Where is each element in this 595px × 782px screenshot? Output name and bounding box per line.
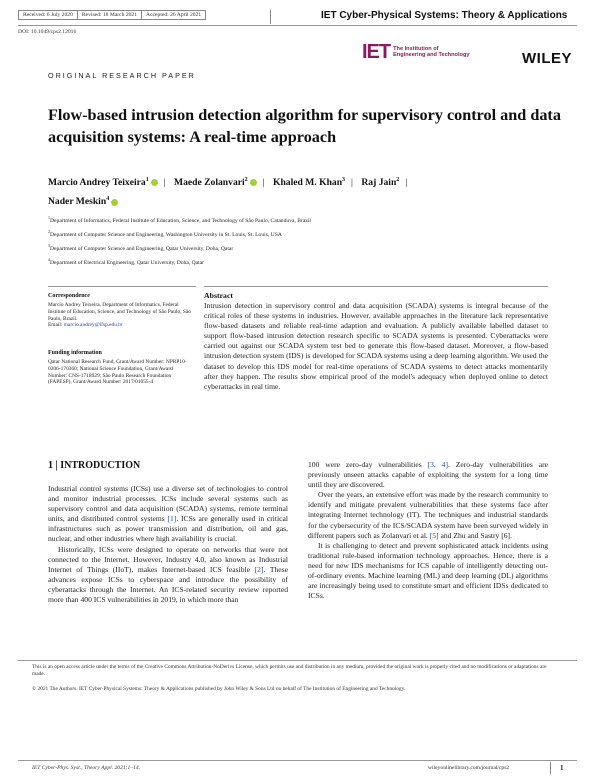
accepted-date: Accepted: 26 April 2021 bbox=[141, 10, 206, 20]
author[interactable]: Raj Jain$^2$ bbox=[361, 177, 400, 189]
affiliation: $^4$Department of Electrical Engineering, Qatar University, Doha, Qatar bbox=[48, 257, 205, 266]
body-column-left bbox=[48, 484, 288, 605]
paragraph: Historically, ICSs were designed to operate on networks that were not connected to the Internet. However, Industry 4.0, also known as Industrial Internet of Things (IIoT), makes Internet-based ICS feasible [2]. These advances expose ICSs to cyberspace and introduce the possibility of cyberattacks through the Internet. An ICS-related security review reported more than 400 ICS vulnerabilities in 2019, in which more than bbox=[48, 544, 288, 605]
copyright-note: © 2021 The Authors. IET Cyber-Physical Systems: Theory & Applications published by John Wiley & Sons Ltd on behalf of The Institution of Engineering and Technology. bbox=[32, 686, 406, 692]
orcid-icon[interactable] bbox=[250, 179, 257, 186]
iet-logo: IET The Institution of Engineering and Technology bbox=[362, 41, 470, 63]
abstract-text: Intrusion detection in supervisory control and data acquisition (SCADA) systems is integral because of the critical roles of these systems in industries. However, available approaches in the literature lack representative flow-based datasets and reliable real-time adaption and evaluation. A publicly available labelled dataset to support flow-based intrusion detection research specific to SCADA systems is presented. Cyberattacks were carried out against our SCADA system test bed to generate this flow-based dataset. Moreover, a flow-based intrusion detection system (IDS) is developed for SCADA systems using a deep learning algorithm. We used the dataset to develop this IDS model for real-time operations of SCADA systems to detect attacks momentarily after they happen. The results show empirical proof of the model's adequacy when deployed online to detect cyberattacks in real time. bbox=[204, 301, 548, 391]
article-type: ORIGINAL RESEARCH PAPER bbox=[48, 71, 196, 80]
paper-title: Flow-based intrusion detection algorithm for supervisory control and data acquisition systems: A real-time approach bbox=[48, 106, 561, 146]
received-date: Received: 6 July 2020 bbox=[18, 10, 77, 20]
funding-heading: Funding information bbox=[48, 350, 102, 356]
citation-link[interactable]: [3, 4] bbox=[427, 460, 448, 469]
revised-date: Revised: 18 March 2021 bbox=[77, 10, 141, 20]
author[interactable]: Maede Zolanvari$^2$ bbox=[174, 177, 248, 189]
footer-citation: IET Cyber-Phys. Syst., Theory Appl. 2021;1–14. bbox=[32, 765, 141, 771]
section-heading: 1 | INTRODUCTION bbox=[48, 460, 141, 471]
citation-link[interactable]: [2] bbox=[254, 564, 264, 574]
page-number: 1 bbox=[560, 764, 564, 772]
author[interactable]: Khaled M. Khan$^3$ bbox=[273, 177, 346, 189]
doi: DOI: 10.1049/cps2.12016 bbox=[18, 29, 77, 35]
affiliation: $^2$Department of Computer Science and Engineering, Washington University in St. Louis, St. Louis, USA bbox=[48, 229, 282, 238]
author-list: Marcio Andrey Teixeira$^1$ | Maede Zolanvari$^2$ | Khaled M. Khan$^3$ | Raj Jain$^2$ | Nader Meskin$^4$ bbox=[48, 177, 408, 208]
abstract-heading: Abstract bbox=[204, 291, 234, 300]
orcid-icon[interactable] bbox=[151, 179, 158, 186]
iet-logo-letters: IET bbox=[362, 41, 391, 63]
author[interactable]: Marcio Andrey Teixeira$^1$ bbox=[48, 177, 149, 189]
date-history bbox=[18, 10, 206, 20]
body-column-right bbox=[308, 460, 548, 601]
journal-title: IET Cyber-Physical Systems: Theory & Applications bbox=[321, 10, 568, 21]
correspondence-heading: Correspondence bbox=[48, 293, 90, 299]
paragraph: 100 were zero-day vulnerabilities [3, 4]. Zero-day vulnerabilities are previously unseen attacks capable of exploiting the system for a long time until they are discovered. bbox=[308, 460, 548, 490]
orcid-icon[interactable] bbox=[111, 199, 118, 206]
correspondence-email-link[interactable]: marcio.andrey@ifsp.edu.br bbox=[63, 322, 123, 329]
affiliation: $^1$Department of Informatics, Federal Institute of Education, Science, and Technology of São Paulo, Catanduva, Brazil bbox=[48, 215, 311, 224]
footer-url[interactable]: wileyonlinelibrary.com/journal/cps2 bbox=[428, 765, 510, 771]
citation-link[interactable]: [1] bbox=[167, 514, 177, 524]
license-note: This is an open access article under the terms of the Creative Commons Attribution-NoDerivs License, which permits use and distribution in any medium, provided the original work is properly cited and no modifications or adaptations are made. bbox=[32, 664, 547, 678]
citation-link[interactable]: [5] bbox=[429, 530, 439, 540]
author[interactable]: Nader Meskin$^4$ bbox=[48, 196, 110, 208]
paragraph: Industrial control systems (ICSs) use a diverse set of technologies to control and monitor industrial processes. ICSs include several systems such as supervisory control and data acquisition (SCADA) systems, remote terminal units, and distributed control systems [1]. ICSs are generally used in critical infrastructures such as power transmission and distribution, oil and gas, nuclear, and other industries where high availability is crucial. bbox=[48, 484, 288, 544]
wiley-logo: WILEY bbox=[522, 50, 572, 67]
funding-text: Qatar National Research Fund, Grant/Award Number: NPRP10-0206-170360; National Science Foundation, Grant/Award Number: CNS-1718929; São Paulo Research Foundation (FAPESP), Grant/Award Number: 2017/01055-4 bbox=[48, 359, 187, 386]
correspondence-text: Marcio Andrey Teixeira, Department of Informatics, Federal Institute of Education, Science, and Technology of São Paulo, São Paulo, Brazil. Email: marcio.andrey@ifsp.edu.br bbox=[48, 302, 191, 329]
paragraph: Over the years, an extensive effort was made by the research community to identify and mitigate prevalent vulnerabilities that these systems face after integrating Internet technology (IT). The techniques and industrial standards for the cybersecurity of the ICS/SCADA system have been surveyed widely in different papers such as Zolanvari et al. [5] and Zhu and Sastry [6]. bbox=[308, 490, 548, 540]
paragraph: It is challenging to detect and prevent sophisticated attack incidents using traditional rule-based information technology approaches. Hence, there is a need for new IDS mechanisms for ICS capable of intelligently detecting out-of-ordinary events. Machine learning (ML) and deep learning (DL) algorithms are increasingly being used to constitute smart and efficient IDSs dedicated to ICSs. bbox=[308, 540, 548, 601]
affiliation: $^3$Department of Computer Science and Engineering, Qatar University, Doha, Qatar bbox=[48, 243, 234, 252]
